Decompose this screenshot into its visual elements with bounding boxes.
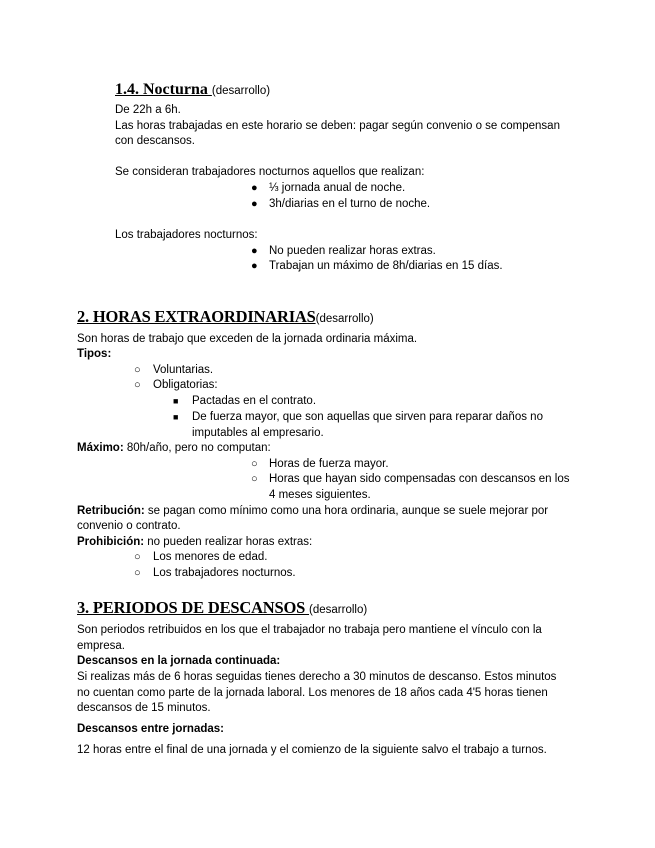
list-item: 3h/diarias en el turno de noche. [269, 198, 431, 210]
section-1-4-suffix: (desarrollo) [211, 85, 271, 97]
circle-bullet: ○ [134, 379, 141, 391]
list-item: Horas de fuerza mayor. [269, 458, 389, 470]
disc-bullet: ● [251, 260, 258, 272]
prohibicion-line [77, 535, 312, 549]
maximo-line [77, 441, 271, 455]
paragraph-line: 12 horas entre el final de una jornada y el comienzo de la siguiente salvo el trabajo a turnos. [77, 744, 547, 756]
square-bullet: ■ [173, 412, 179, 422]
paragraph-line: convenio o contrato. [77, 520, 181, 532]
continuada-label: Descansos en la jornada continuada: [77, 655, 281, 667]
paragraph-line: De 22h a 6h. [115, 104, 181, 116]
maximo-text: 80h/año, pero no computan: [123, 442, 271, 454]
entre-label: Descansos entre jornadas: [77, 723, 225, 735]
paragraph-line: no cuentan como parte de la jornada laboral. Los menores de 18 años cada 4'5 horas tienen [77, 687, 548, 699]
list-item: Los menores de edad. [153, 551, 268, 563]
disc-bullet: ● [251, 245, 258, 257]
prohibicion-label: Prohibición: [77, 536, 145, 548]
paragraph-line: Las horas trabajadas en este horario se deben: pagar según convenio o se compensan [115, 120, 560, 132]
square-bullet: ■ [173, 396, 179, 406]
list-item: De fuerza mayor, que son aquellas que sirven para reparar daños no [192, 411, 543, 423]
circle-bullet: ○ [251, 473, 258, 485]
paragraph-line: Los trabajadores nocturnos: [115, 229, 258, 241]
paragraph-line: Son periodos retribuidos en los que el trabajador no trabaja pero mantiene el vínculo con la [77, 624, 542, 636]
paragraph-line: con descansos. [115, 135, 195, 147]
circle-bullet: ○ [134, 551, 141, 563]
retribucion-label: Retribución: [77, 505, 145, 517]
disc-bullet: ● [251, 182, 258, 194]
retribucion-line [77, 504, 548, 518]
section-2-heading [77, 308, 374, 326]
list-item: ⅓ jornada anual de noche. [269, 182, 406, 194]
circle-bullet: ○ [251, 458, 258, 470]
disc-bullet: ● [251, 198, 258, 210]
section-2-title: 2. HORAS EXTRAORDINARIAS [77, 307, 316, 326]
section-3-title: 3. PERIODOS DE DESCANSOS [77, 598, 310, 617]
section-1-4-title: 1.4. Nocturna [115, 81, 212, 98]
list-item: Horas que hayan sido compensadas con descansos en los [269, 473, 570, 485]
section-3-suffix: (desarrollo) [309, 604, 368, 616]
list-item: Trabajan un máximo de 8h/diarias en 15 días. [269, 260, 503, 272]
circle-bullet: ○ [134, 364, 141, 376]
paragraph-line: Si realizas más de 6 horas seguidas tienes derecho a 30 minutos de descanso. Estos minutos [77, 671, 557, 683]
paragraph-line: empresa. [77, 640, 125, 652]
paragraph-line: Se consideran trabajadores nocturnos aquellos que realizan: [115, 166, 425, 178]
tipos-label: Tipos: [77, 348, 112, 360]
list-item: Los trabajadores nocturnos. [153, 567, 296, 579]
paragraph-line: Son horas de trabajo que exceden de la jornada ordinaria máxima. [77, 333, 418, 345]
maximo-label: Máximo: [77, 442, 124, 454]
list-item: No pueden realizar horas extras. [269, 245, 436, 257]
list-item: Voluntarias. [153, 364, 214, 376]
list-item: Pactadas en el contrato. [192, 395, 317, 407]
list-item-continuation: 4 meses siguientes. [269, 489, 371, 501]
section-3-heading [77, 599, 367, 617]
paragraph-line: descansos de 15 minutos. [77, 702, 211, 714]
list-item: Obligatorias: [153, 379, 218, 391]
list-item-continuation: imputables al empresario. [192, 427, 324, 439]
circle-bullet: ○ [134, 567, 141, 579]
retribucion-text: se pagan como mínimo como una hora ordinaria, aunque se suele mejorar por [144, 505, 549, 517]
section-2-suffix: (desarrollo) [315, 313, 374, 325]
section-1-4-heading [115, 81, 270, 99]
prohibicion-text: no pueden realizar horas extras: [144, 536, 313, 548]
